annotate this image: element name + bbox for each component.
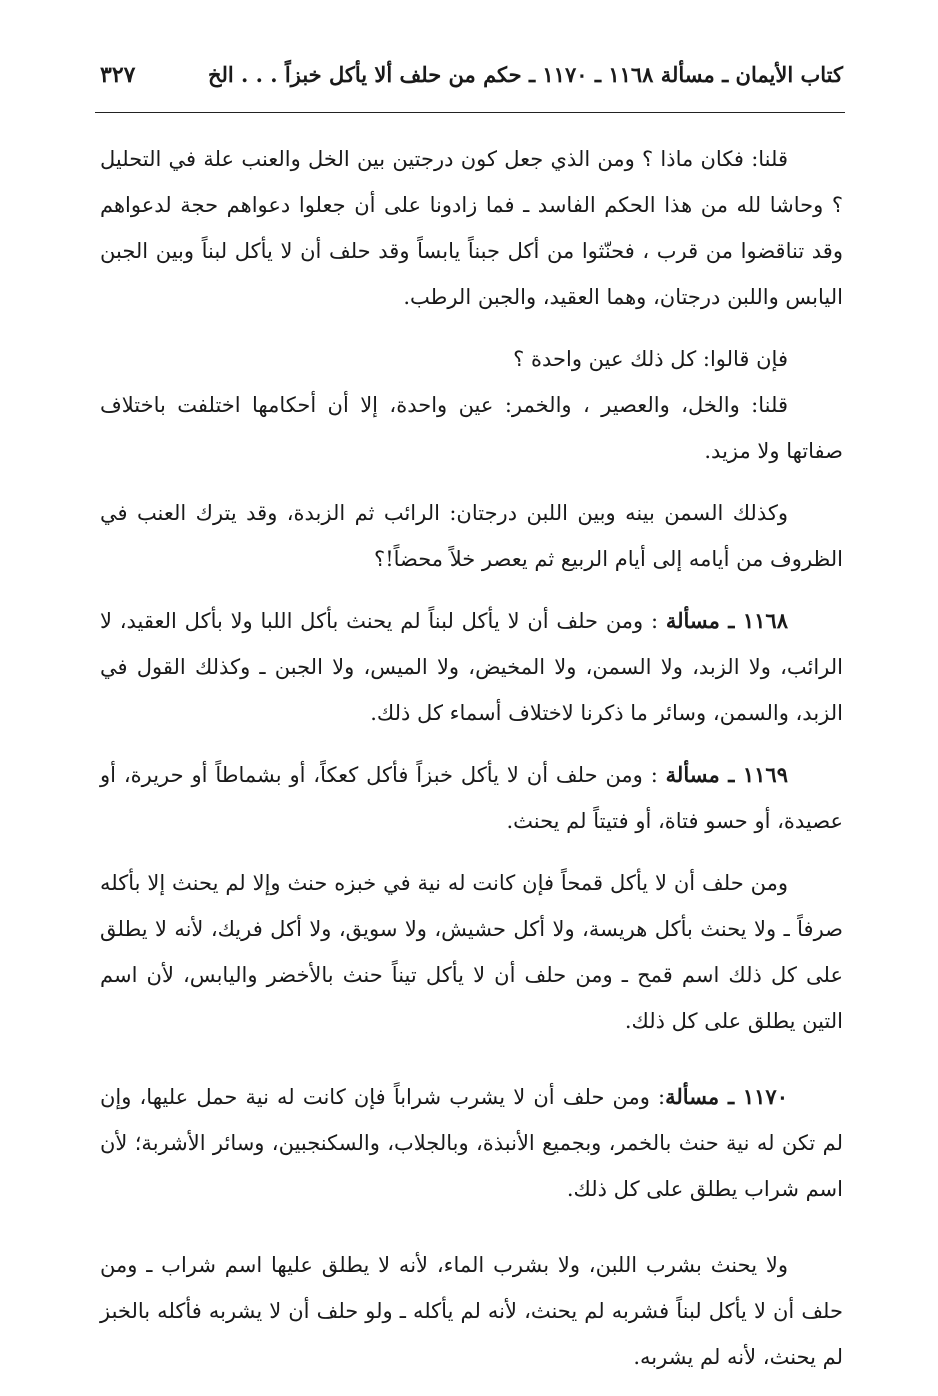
paragraph-argument <box>100 136 843 320</box>
paragraph-samn <box>100 490 843 582</box>
masala-keyword: مسألة <box>665 608 720 633</box>
paragraph-text: قلنا: فكان ماذا ؟ ومن الذي جعل كون درجتين بين الخل والعنب علة في التحليل ؟ وحاشا لله من هذا الحكم الفاسد ـ فما زادونا على أن جعلوا دعواهم حجة لدعواهم وقد تناقضوا من قرب ، فحنّثوا من أكل جبناً يابساً وقد حلف أن لا يأكل لبناً وبين الجبن اليابس واللبن درجتان، وهما العقيد، والجبن الرطب. <box>100 147 843 309</box>
paragraph-text: فإن قالوا: كل ذلك عين واحدة ؟ <box>513 347 788 371</box>
masala-keyword: مسألة <box>665 1084 720 1109</box>
paragraph-text: وكذلك السمن بينه وبين اللبن درجتان: الرائب ثم الزبدة، وقد يترك العنب في الظروف من أيامه إلى أيام الربيع ثم يعصر خلاً محضاً!؟ <box>100 501 843 571</box>
header-rule <box>95 112 845 113</box>
paragraph-text: : ومن حلف أن لا يأكل خبزاً فأكل كعكاً، أو بشماطاً أو حريرة، أو عصيدة، أو حسو فتاة، أو فتيتاً لم يحنث. <box>100 763 843 833</box>
paragraph-text: ولا يحنث بشرب اللبن، ولا بشرب الماء، لأنه لا يطلق عليها اسم شراب ـ ومن حلف أن لا يأكل لبناً فشربه لم يحنث، لأنه لم يأكله ـ ولو حلف أن لا يشربه فأكله بالخبز لم يحنث، لأنه لم يشربه. <box>100 1253 843 1369</box>
masala-1168 <box>100 598 843 736</box>
paragraph-question <box>100 336 843 382</box>
paragraph-text: قلنا: والخل، والعصير ، والخمر: عين واحدة، إلا أن أحكامها اختلفت باختلاف صفاتها ولا مزيد. <box>100 393 843 463</box>
page-body <box>100 136 843 1396</box>
masala-1169 <box>100 752 843 844</box>
running-header <box>95 58 843 98</box>
masala-keyword: مسألة <box>665 762 720 787</box>
paragraph-answer <box>100 382 843 474</box>
paragraph-text: : ومن حلف أن لا يشرب شراباً فإن كانت له نية حمل عليها، وإن لم تكن له نية حنث بالخمر، وبجميع الأنبذة، وبالجلاب، والسكنجبين، وسائر الأشربة؛ لأن اسم شراب يطلق على كل ذلك. <box>100 1085 843 1201</box>
paragraph-text: : ومن حلف أن لا يأكل لبناً لم يحنث بأكل اللبا ولا بأكل العقيد، لا الرائب، ولا الزبد، ولا السمن، ولا المخيض، ولا الميس، ولا الجبن ـ وكذلك القول في الزبد، والسمن، وسائر ما ذكرنا لاختلاف أسماء كل ذلك. <box>100 609 843 725</box>
paragraph-laban <box>100 1242 843 1380</box>
paragraph-text: ومن حلف أن لا يأكل قمحاً فإن كانت له نية في خبزه حنث وإلا لم يحنث إلا بأكله صرفاً ـ ولا يحنث بأكل هريسة، ولا أكل حشيش، ولا سويق، ولا أكل فريك، لأنه لا يطلق على كل ذلك اسم قمح ـ ومن حلف أن لا يأكل تيناً حنث بالأخضر واليابس، لأن اسم التين يطلق على كل ذلك. <box>100 871 843 1033</box>
masala-number: ١١٦٩ ـ <box>719 762 788 787</box>
page-number: ٣٢٧ <box>100 62 136 88</box>
header-title: كتاب الأيمان ـ مسألة ١١٦٨ ـ ١١٧٠ ـ حكم من حلف ألا يأكل خبزاً . . . الخ <box>207 62 843 87</box>
masala-number: ١١٧٠ ـ <box>719 1084 788 1109</box>
masala-1170 <box>100 1074 843 1212</box>
paragraph-qamh <box>100 860 843 1044</box>
masala-number: ١١٦٨ ـ <box>719 608 788 633</box>
